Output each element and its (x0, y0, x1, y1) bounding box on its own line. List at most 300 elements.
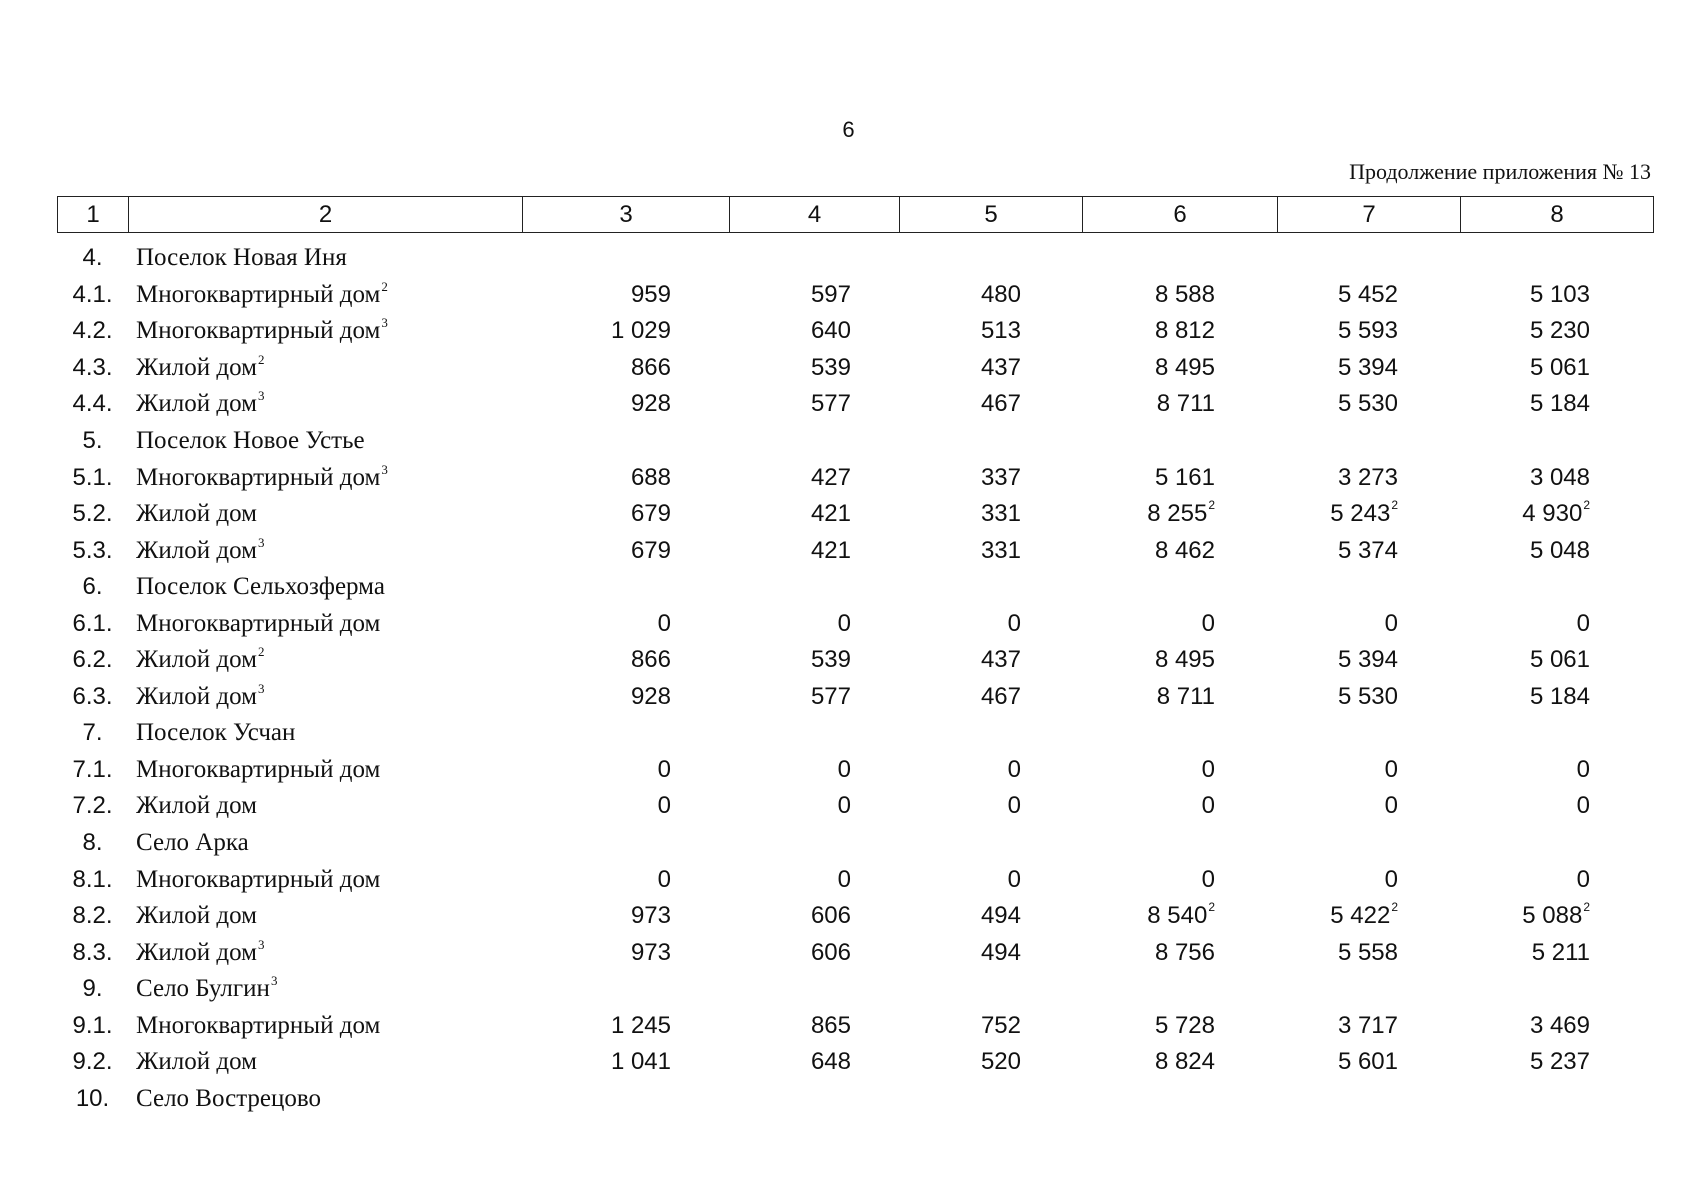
section-row (57, 825, 1653, 862)
value-cell-col-5 (899, 683, 1082, 711)
row-name (128, 461, 522, 492)
value-text: 0 (1384, 609, 1398, 637)
row-number: 7.1. (72, 755, 113, 783)
row-name-text: Многоквартирный дом (136, 463, 381, 491)
value-text: 5 211 (1531, 938, 1590, 966)
header-cell-1: 1 (58, 197, 129, 233)
row-number: 4.1. (72, 280, 113, 308)
value-cell-col-6 (1082, 500, 1277, 528)
row-name (128, 351, 522, 382)
table-row (57, 1044, 1653, 1081)
value-text: 467 (980, 682, 1021, 710)
row-number: 5.2. (72, 500, 113, 528)
value-text: 421 (810, 500, 851, 528)
value-text: 3 469 (1529, 1011, 1590, 1039)
value-cell-col-5 (899, 464, 1082, 492)
value-text: 520 (980, 1048, 1021, 1076)
value-cell-col-3 (522, 1012, 729, 1040)
row-name (128, 680, 522, 711)
value-text: 577 (810, 390, 851, 418)
table-row (57, 898, 1653, 935)
value-text: 0 (1576, 609, 1590, 637)
value-text: 679 (630, 500, 671, 528)
table-row (57, 496, 1653, 533)
value-text: 5 452 (1337, 280, 1398, 308)
row-name (128, 1012, 522, 1040)
value-cell-col-5 (899, 500, 1082, 528)
table-row (57, 861, 1653, 898)
value-cell-col-3 (522, 866, 729, 894)
value-cell-col-3 (522, 1048, 729, 1076)
row-name-text: Жилой дом (136, 792, 257, 820)
value-cell-col-6 (1082, 683, 1277, 711)
value-text: 1 029 (610, 317, 671, 345)
section-row (57, 971, 1653, 1008)
value-cell-col-7 (1277, 390, 1460, 418)
value-text: 539 (810, 646, 851, 674)
footnote-marker: 2 (1583, 900, 1590, 915)
continuation-title: Продолжение приложения № 13 (1349, 159, 1651, 184)
row-number: 5.3. (72, 536, 113, 564)
value-cell-col-6 (1082, 646, 1277, 674)
row-name (128, 317, 522, 345)
value-text: 928 (630, 682, 671, 710)
value-text: 0 (837, 792, 851, 820)
row-number: 9.1. (72, 1011, 113, 1039)
value-text: 597 (810, 280, 851, 308)
value-text: 928 (630, 390, 671, 418)
row-number: 8.1. (72, 865, 113, 893)
header-cell-2: 2 (129, 197, 523, 233)
row-name-text: Жилой дом (136, 938, 257, 966)
value-cell-col-5 (899, 1048, 1082, 1076)
row-name-text: Поселок Сельхозферма (136, 573, 385, 601)
value-text: 331 (980, 500, 1021, 528)
value-text: 480 (980, 280, 1021, 308)
row-name-text: Многоквартирный дом (136, 280, 381, 308)
value-cell-col-7 (1277, 939, 1460, 967)
row-name (128, 427, 522, 455)
value-text: 0 (837, 609, 851, 637)
value-cell-col-3 (522, 317, 729, 345)
value-cell-col-7 (1277, 902, 1460, 930)
value-text: 5 243 (1330, 500, 1391, 528)
value-cell-col-8 (1460, 281, 1653, 309)
table-row (57, 350, 1653, 387)
value-text: 8 495 (1154, 646, 1215, 674)
row-number: 9. (82, 975, 103, 1003)
value-text: 5 728 (1154, 1011, 1215, 1039)
value-text: 8 540 (1147, 902, 1208, 930)
value-cell-col-3 (522, 500, 729, 528)
value-text: 337 (980, 463, 1021, 491)
row-name (128, 1085, 522, 1113)
row-name (128, 610, 522, 638)
value-text: 427 (810, 463, 851, 491)
table-row (57, 679, 1653, 716)
value-cell-col-4 (729, 317, 899, 345)
table-row (57, 752, 1653, 789)
value-text: 577 (810, 682, 851, 710)
footnote-marker: 3 (270, 973, 278, 989)
value-text: 606 (810, 938, 851, 966)
value-text: 3 048 (1529, 463, 1590, 491)
value-text: 5 422 (1330, 902, 1391, 930)
value-text: 0 (657, 792, 671, 820)
value-text: 5 230 (1529, 317, 1590, 345)
value-text: 8 588 (1154, 280, 1215, 308)
value-text: 331 (980, 536, 1021, 564)
row-name (128, 1048, 522, 1076)
value-cell-col-4 (729, 500, 899, 528)
footnote-marker: 2 (257, 351, 265, 367)
value-text: 0 (1384, 755, 1398, 783)
value-text: 973 (630, 902, 671, 930)
value-text: 0 (657, 755, 671, 783)
value-cell-col-4 (729, 1048, 899, 1076)
footnote-marker: 2 (1391, 900, 1398, 915)
value-cell-col-6 (1082, 1012, 1277, 1040)
value-text: 5 061 (1529, 353, 1590, 381)
row-number: 6.3. (72, 682, 113, 710)
table-row (57, 313, 1653, 350)
value-text: 640 (810, 317, 851, 345)
row-number: 6.2. (72, 646, 113, 674)
row-name (128, 390, 522, 418)
row-number: 4.2. (72, 317, 113, 345)
value-text: 5 374 (1337, 536, 1398, 564)
value-cell-col-3 (522, 354, 729, 382)
value-cell-col-7 (1277, 610, 1460, 638)
value-text: 5 088 (1522, 902, 1583, 930)
value-text: 0 (837, 865, 851, 893)
value-text: 5 237 (1529, 1048, 1590, 1076)
tariff-table-body (57, 240, 1653, 1117)
value-cell-col-3 (522, 537, 729, 565)
value-text: 866 (630, 646, 671, 674)
value-cell-col-5 (899, 1012, 1082, 1040)
row-name-text: Многоквартирный дом (136, 755, 381, 783)
value-cell-col-4 (729, 354, 899, 382)
value-text: 8 812 (1154, 317, 1215, 345)
value-cell-col-4 (729, 939, 899, 967)
value-cell-col-8 (1460, 866, 1653, 894)
header-cell-8: 8 (1461, 197, 1654, 233)
value-text: 5 601 (1337, 1048, 1398, 1076)
section-row (57, 569, 1653, 606)
value-text: 513 (980, 317, 1021, 345)
value-cell-col-8 (1460, 500, 1653, 528)
value-cell-col-7 (1277, 792, 1460, 820)
value-cell-col-6 (1082, 902, 1277, 930)
value-cell-col-4 (729, 683, 899, 711)
row-name (128, 500, 522, 528)
value-text: 8 255 (1147, 500, 1208, 528)
value-cell-col-5 (899, 866, 1082, 894)
footnote-marker: 3 (257, 388, 265, 404)
row-number: 5.1. (72, 463, 113, 491)
section-row (57, 240, 1653, 277)
value-text: 973 (630, 938, 671, 966)
row-name (128, 719, 522, 747)
row-name (128, 244, 522, 272)
value-cell-col-4 (729, 1012, 899, 1040)
row-name-text: Поселок Новое Устье (136, 427, 365, 454)
value-cell-col-8 (1460, 756, 1653, 784)
row-name-text: Многоквартирный дом (136, 1011, 381, 1039)
value-text: 5 394 (1337, 353, 1398, 381)
value-text: 866 (630, 353, 671, 381)
value-cell-col-5 (899, 390, 1082, 418)
row-name-text: Жилой дом (136, 1048, 257, 1076)
value-cell-col-3 (522, 610, 729, 638)
value-text: 5 103 (1529, 280, 1590, 308)
value-cell-col-4 (729, 464, 899, 492)
value-cell-col-4 (729, 537, 899, 565)
footnote-marker: 2 (1208, 900, 1215, 915)
value-text: 437 (980, 353, 1021, 381)
value-cell-col-4 (729, 866, 899, 894)
row-number: 5. (82, 427, 103, 454)
value-text: 5 530 (1337, 682, 1398, 710)
row-name (128, 278, 522, 309)
value-cell-col-3 (522, 902, 729, 930)
value-cell-col-6 (1082, 939, 1277, 967)
value-cell-col-7 (1277, 1048, 1460, 1076)
row-name-text: Поселок Новая Иня (136, 244, 347, 272)
value-text: 0 (1576, 792, 1590, 820)
value-cell-col-7 (1277, 464, 1460, 492)
value-text: 8 711 (1156, 390, 1215, 418)
value-cell-col-5 (899, 610, 1082, 638)
value-text: 494 (980, 902, 1021, 930)
value-cell-col-5 (899, 756, 1082, 784)
value-cell-col-6 (1082, 610, 1277, 638)
table-row (57, 386, 1653, 423)
header-cell-7: 7 (1278, 197, 1461, 233)
row-name-text: Жилой дом (136, 500, 257, 528)
value-cell-col-5 (899, 902, 1082, 930)
value-cell-col-6 (1082, 390, 1277, 418)
footnote-marker: 2 (257, 644, 265, 660)
footnote-marker: 3 (381, 461, 388, 477)
value-text: 0 (1201, 865, 1215, 893)
value-text: 0 (657, 609, 671, 637)
value-text: 5 394 (1337, 646, 1398, 674)
row-number: 4.3. (72, 353, 113, 381)
value-cell-col-6 (1082, 866, 1277, 894)
row-name-text: Село Арка (136, 829, 249, 857)
value-text: 606 (810, 902, 851, 930)
value-cell-col-7 (1277, 317, 1460, 345)
value-cell-col-7 (1277, 354, 1460, 382)
row-name-text: Жилой дом (136, 902, 257, 930)
row-name-text: Село Булгин (136, 975, 270, 1003)
row-name (128, 534, 522, 565)
value-cell-col-3 (522, 390, 729, 418)
row-name-text: Жилой дом (136, 536, 257, 564)
table-row (57, 1007, 1653, 1044)
row-number: 10. (75, 1084, 110, 1112)
value-text: 5 048 (1529, 536, 1590, 564)
value-text: 8 495 (1154, 353, 1215, 381)
value-cell-col-5 (899, 317, 1082, 345)
value-cell-col-4 (729, 902, 899, 930)
value-text: 8 462 (1154, 536, 1215, 564)
section-row (57, 423, 1653, 460)
value-cell-col-8 (1460, 1012, 1653, 1040)
value-text: 5 184 (1529, 682, 1590, 710)
row-name (128, 792, 522, 820)
value-cell-col-6 (1082, 792, 1277, 820)
footnote-marker: 3 (257, 534, 265, 550)
value-cell-col-3 (522, 792, 729, 820)
section-row (57, 715, 1653, 752)
value-text: 494 (980, 938, 1021, 966)
value-cell-col-4 (729, 756, 899, 784)
row-name-text: Многоквартирный дом (136, 317, 381, 345)
row-name-text: Многоквартирный дом (136, 609, 381, 637)
row-name (128, 756, 522, 784)
row-name-text: Поселок Усчан (136, 719, 296, 747)
row-name-text: Село Вострецово (136, 1084, 322, 1112)
value-text: 539 (810, 353, 851, 381)
footnote-marker: 2 (1208, 498, 1215, 513)
value-cell-col-3 (522, 281, 729, 309)
value-cell-col-7 (1277, 500, 1460, 528)
header-cell-3: 3 (523, 197, 730, 233)
table-row (57, 459, 1653, 496)
value-cell-col-8 (1460, 683, 1653, 711)
value-text: 648 (810, 1048, 851, 1076)
value-text: 0 (1384, 865, 1398, 893)
value-cell-col-5 (899, 354, 1082, 382)
row-name (128, 573, 522, 601)
value-cell-col-8 (1460, 317, 1653, 345)
value-text: 8 824 (1154, 1048, 1215, 1076)
row-number: 8.2. (72, 902, 113, 930)
row-name-text: Жилой дом (136, 390, 257, 418)
value-text: 5 530 (1337, 390, 1398, 418)
value-cell-col-8 (1460, 354, 1653, 382)
section-row (57, 1081, 1653, 1118)
value-cell-col-3 (522, 683, 729, 711)
row-name-text: Жилой дом (136, 646, 257, 674)
value-cell-col-4 (729, 792, 899, 820)
value-cell-col-8 (1460, 464, 1653, 492)
value-text: 0 (1384, 792, 1398, 820)
table-row (57, 532, 1653, 569)
value-text: 0 (1007, 792, 1021, 820)
value-cell-col-6 (1082, 537, 1277, 565)
row-name (128, 936, 522, 967)
value-text: 5 161 (1154, 463, 1215, 491)
header-cell-6: 6 (1083, 197, 1278, 233)
value-cell-col-5 (899, 537, 1082, 565)
value-text: 5 593 (1337, 317, 1398, 345)
header-cell-5: 5 (900, 197, 1083, 233)
value-cell-col-8 (1460, 792, 1653, 820)
page-number: 6 (842, 117, 855, 142)
table-row (57, 642, 1653, 679)
value-cell-col-4 (729, 390, 899, 418)
row-number: 9.2. (72, 1048, 113, 1076)
value-cell-col-6 (1082, 464, 1277, 492)
value-text: 0 (1576, 865, 1590, 893)
row-name-text: Жилой дом (136, 682, 257, 710)
row-number: 6.1. (72, 609, 113, 637)
row-number: 6. (82, 573, 103, 601)
value-text: 865 (810, 1011, 851, 1039)
table-row (57, 277, 1653, 314)
value-cell-col-7 (1277, 756, 1460, 784)
value-cell-col-4 (729, 610, 899, 638)
value-cell-col-8 (1460, 902, 1653, 930)
row-name-text: Многоквартирный дом (136, 865, 381, 893)
value-cell-col-5 (899, 281, 1082, 309)
value-cell-col-5 (899, 792, 1082, 820)
value-text: 3 273 (1337, 463, 1398, 491)
value-text: 1 245 (610, 1011, 671, 1039)
value-text: 421 (810, 536, 851, 564)
value-cell-col-4 (729, 646, 899, 674)
row-number: 7.2. (72, 792, 113, 820)
value-cell-col-3 (522, 464, 729, 492)
value-text: 3 717 (1337, 1011, 1398, 1039)
value-text: 467 (980, 390, 1021, 418)
value-text: 4 930 (1522, 500, 1583, 528)
value-cell-col-6 (1082, 281, 1277, 309)
column-number-header (57, 196, 1654, 233)
value-text: 1 041 (610, 1048, 671, 1076)
value-text: 437 (980, 646, 1021, 674)
row-number: 4.4. (72, 390, 113, 418)
value-cell-col-6 (1082, 756, 1277, 784)
value-cell-col-8 (1460, 939, 1653, 967)
value-text: 679 (630, 536, 671, 564)
value-cell-col-6 (1082, 317, 1277, 345)
value-text: 752 (980, 1011, 1021, 1039)
value-cell-col-6 (1082, 354, 1277, 382)
value-text: 0 (1007, 755, 1021, 783)
value-text: 5 558 (1337, 938, 1398, 966)
value-text: 688 (630, 463, 671, 491)
value-cell-col-6 (1082, 1048, 1277, 1076)
footnote-marker: 2 (381, 278, 388, 294)
value-text: 0 (657, 865, 671, 893)
table-row (57, 934, 1653, 971)
footnote-marker: 3 (381, 315, 388, 331)
value-cell-col-7 (1277, 646, 1460, 674)
row-number: 8. (82, 829, 103, 857)
row-name (128, 829, 522, 857)
row-name (128, 975, 522, 1003)
table-row (57, 605, 1653, 642)
value-text: 959 (630, 280, 671, 308)
value-cell-col-5 (899, 646, 1082, 674)
row-number: 4. (82, 244, 103, 272)
value-text: 8 756 (1154, 938, 1215, 966)
value-text: 8 711 (1156, 682, 1215, 710)
value-cell-col-7 (1277, 281, 1460, 309)
value-cell-col-8 (1460, 537, 1653, 565)
footnote-marker: 3 (257, 680, 265, 696)
value-cell-col-3 (522, 939, 729, 967)
footnote-marker: 3 (257, 936, 265, 952)
footnote-marker: 2 (1391, 498, 1398, 513)
value-text: 0 (1576, 755, 1590, 783)
value-cell-col-3 (522, 646, 729, 674)
